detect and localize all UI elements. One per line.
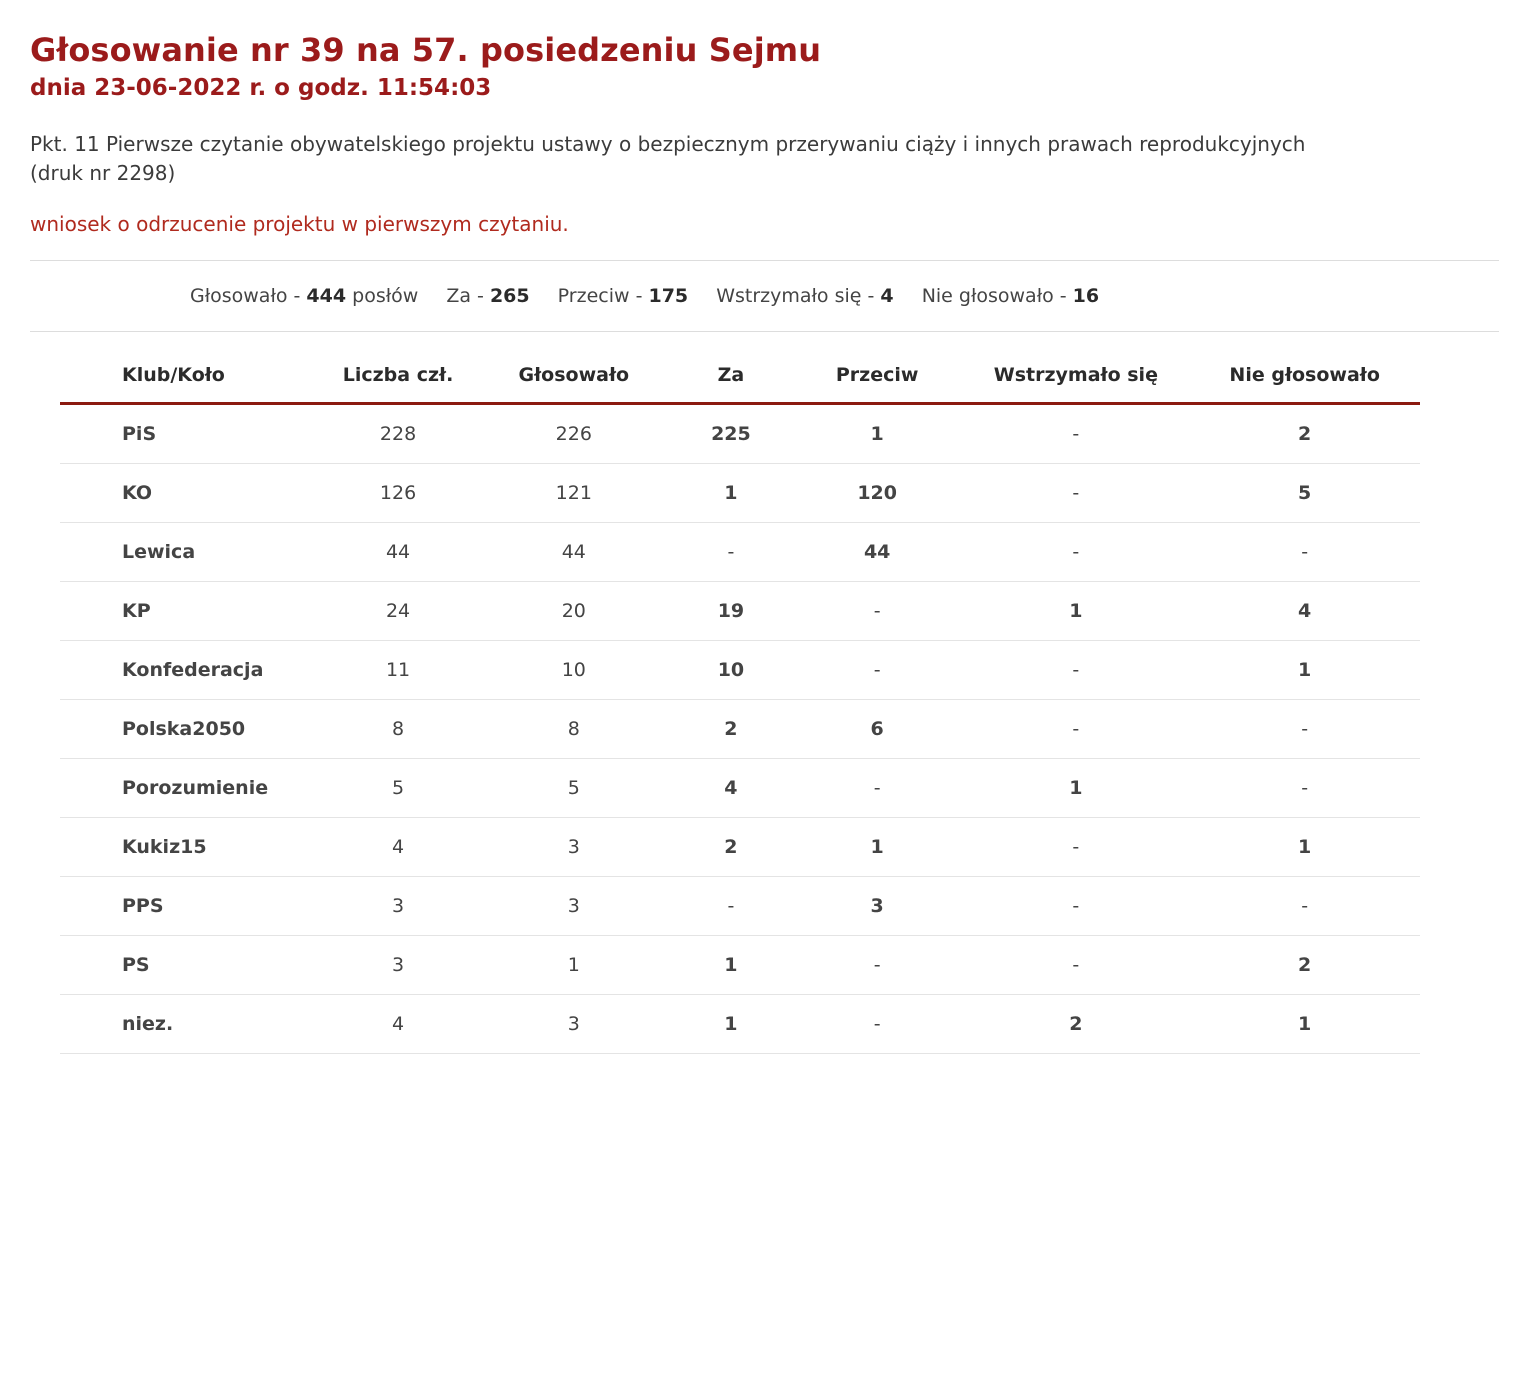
cell-for: 2 <box>670 817 792 876</box>
page-title: Głosowanie nr 39 na 57. posiedzeniu Sejmu <box>30 31 822 69</box>
cell-members: 8 <box>318 699 477 758</box>
summary-against-value: 175 <box>648 284 689 307</box>
cell-against: - <box>792 640 962 699</box>
cell-for: - <box>670 522 792 581</box>
cell-against: 6 <box>792 699 962 758</box>
summary-for-label: Za - <box>446 284 484 307</box>
cell-club: Lewica <box>60 522 318 581</box>
agenda-point-text: Pkt. 11 Pierwsze czytanie obywatelskiego projektu ustawy o bezpiecznym przerywaniu ciąży i innych prawach reprodukcyjnych (druk nr 2298) <box>30 131 1306 185</box>
cell-club: KP <box>60 581 318 640</box>
cell-for: - <box>670 876 792 935</box>
cell-for: 225 <box>670 403 792 463</box>
table-row <box>60 463 1420 522</box>
summary-notvoted <box>922 285 1099 307</box>
cell-club: niez. <box>60 994 318 1053</box>
cell-members: 24 <box>318 581 477 640</box>
cell-for: 2 <box>670 699 792 758</box>
summary-voted-suffix: posłów <box>352 284 419 307</box>
cell-abstain: - <box>962 640 1189 699</box>
summary-against <box>558 285 695 307</box>
cell-voted: 1 <box>478 935 670 994</box>
cell-notvoted: - <box>1189 876 1420 935</box>
cell-abstain: - <box>962 876 1189 935</box>
summary-for-value: 265 <box>489 284 530 307</box>
summary-abstain <box>716 285 899 307</box>
cell-members: 4 <box>318 817 477 876</box>
table-row <box>60 403 1420 463</box>
page-subtitle: dnia 23-06-2022 r. o godz. 11:54:03 <box>30 75 492 101</box>
table-row <box>60 994 1420 1053</box>
cell-for: 19 <box>670 581 792 640</box>
cell-against: 1 <box>792 817 962 876</box>
cell-club: PS <box>60 935 318 994</box>
cell-against: 120 <box>792 463 962 522</box>
table-row <box>60 581 1420 640</box>
cell-for: 1 <box>670 463 792 522</box>
cell-abstain: - <box>962 699 1189 758</box>
table-row <box>60 640 1420 699</box>
cell-club: Porozumienie <box>60 758 318 817</box>
motion-text: wniosek o odrzucenie projektu w pierwszym czytaniu. <box>30 211 569 236</box>
column-header-for: Za <box>670 354 792 404</box>
column-header-notvoted: Nie głosowało <box>1189 354 1420 404</box>
cell-members: 4 <box>318 994 477 1053</box>
table-header <box>60 354 1420 404</box>
summary-abstain-value: 4 <box>880 284 894 307</box>
cell-voted: 20 <box>478 581 670 640</box>
cell-club: Kukiz15 <box>60 817 318 876</box>
cell-members: 3 <box>318 935 477 994</box>
table-row <box>60 699 1420 758</box>
cell-against: 44 <box>792 522 962 581</box>
cell-voted: 44 <box>478 522 670 581</box>
cell-for: 4 <box>670 758 792 817</box>
summary-voted <box>190 285 424 307</box>
cell-notvoted: 1 <box>1189 640 1420 699</box>
table-header-row <box>60 354 1420 404</box>
cell-members: 3 <box>318 876 477 935</box>
summary-voted-value: 444 <box>306 284 347 307</box>
table-row <box>60 817 1420 876</box>
cell-voted: 3 <box>478 817 670 876</box>
cell-abstain: 2 <box>962 994 1189 1053</box>
cell-members: 44 <box>318 522 477 581</box>
cell-voted: 8 <box>478 699 670 758</box>
cell-voted: 10 <box>478 640 670 699</box>
cell-against: - <box>792 994 962 1053</box>
summary-abstain-label: Wstrzymało się - <box>716 284 875 307</box>
cell-against: - <box>792 581 962 640</box>
cell-abstain: - <box>962 463 1189 522</box>
cell-abstain: - <box>962 935 1189 994</box>
column-header-abstain: Wstrzymało się <box>962 354 1189 404</box>
cell-club: PiS <box>60 403 318 463</box>
cell-voted: 121 <box>478 463 670 522</box>
cell-notvoted: 4 <box>1189 581 1420 640</box>
summary-against-label: Przeciw - <box>557 284 643 307</box>
cell-notvoted: 5 <box>1189 463 1420 522</box>
summary-voted-label: Głosowało - <box>190 284 301 307</box>
table-row <box>60 935 1420 994</box>
cell-abstain: - <box>962 403 1189 463</box>
column-header-members: Liczba czł. <box>318 354 477 404</box>
cell-against: - <box>792 935 962 994</box>
cell-for: 1 <box>670 935 792 994</box>
table-row <box>60 876 1420 935</box>
cell-against: 1 <box>792 403 962 463</box>
divider-bottom <box>30 331 1499 332</box>
table-row <box>60 758 1420 817</box>
cell-club: PPS <box>60 876 318 935</box>
club-results-table <box>60 354 1420 1054</box>
column-header-against: Przeciw <box>792 354 962 404</box>
vote-summary <box>30 261 1499 331</box>
column-header-voted: Głosowało <box>478 354 670 404</box>
cell-notvoted: - <box>1189 522 1420 581</box>
cell-against: 3 <box>792 876 962 935</box>
cell-notvoted: 1 <box>1189 994 1420 1053</box>
cell-abstain: 1 <box>962 581 1189 640</box>
cell-notvoted: 2 <box>1189 403 1420 463</box>
cell-voted: 3 <box>478 876 670 935</box>
cell-club: Polska2050 <box>60 699 318 758</box>
cell-voted: 5 <box>478 758 670 817</box>
column-header-club: Klub/Koło <box>60 354 318 404</box>
cell-members: 5 <box>318 758 477 817</box>
table-row <box>60 522 1420 581</box>
cell-notvoted: - <box>1189 699 1420 758</box>
cell-members: 126 <box>318 463 477 522</box>
cell-notvoted: - <box>1189 758 1420 817</box>
cell-for: 1 <box>670 994 792 1053</box>
cell-abstain: - <box>962 817 1189 876</box>
cell-voted: 3 <box>478 994 670 1053</box>
cell-for: 10 <box>670 640 792 699</box>
cell-club: KO <box>60 463 318 522</box>
summary-notvoted-value: 16 <box>1072 284 1100 307</box>
cell-notvoted: 1 <box>1189 817 1420 876</box>
summary-notvoted-label: Nie głosowało - <box>921 284 1067 307</box>
table-body <box>60 403 1420 1053</box>
cell-club: Konfederacja <box>60 640 318 699</box>
cell-voted: 226 <box>478 403 670 463</box>
cell-abstain: 1 <box>962 758 1189 817</box>
cell-notvoted: 2 <box>1189 935 1420 994</box>
cell-abstain: - <box>962 522 1189 581</box>
summary-for <box>446 285 535 307</box>
cell-members: 11 <box>318 640 477 699</box>
cell-members: 228 <box>318 403 477 463</box>
cell-against: - <box>792 758 962 817</box>
